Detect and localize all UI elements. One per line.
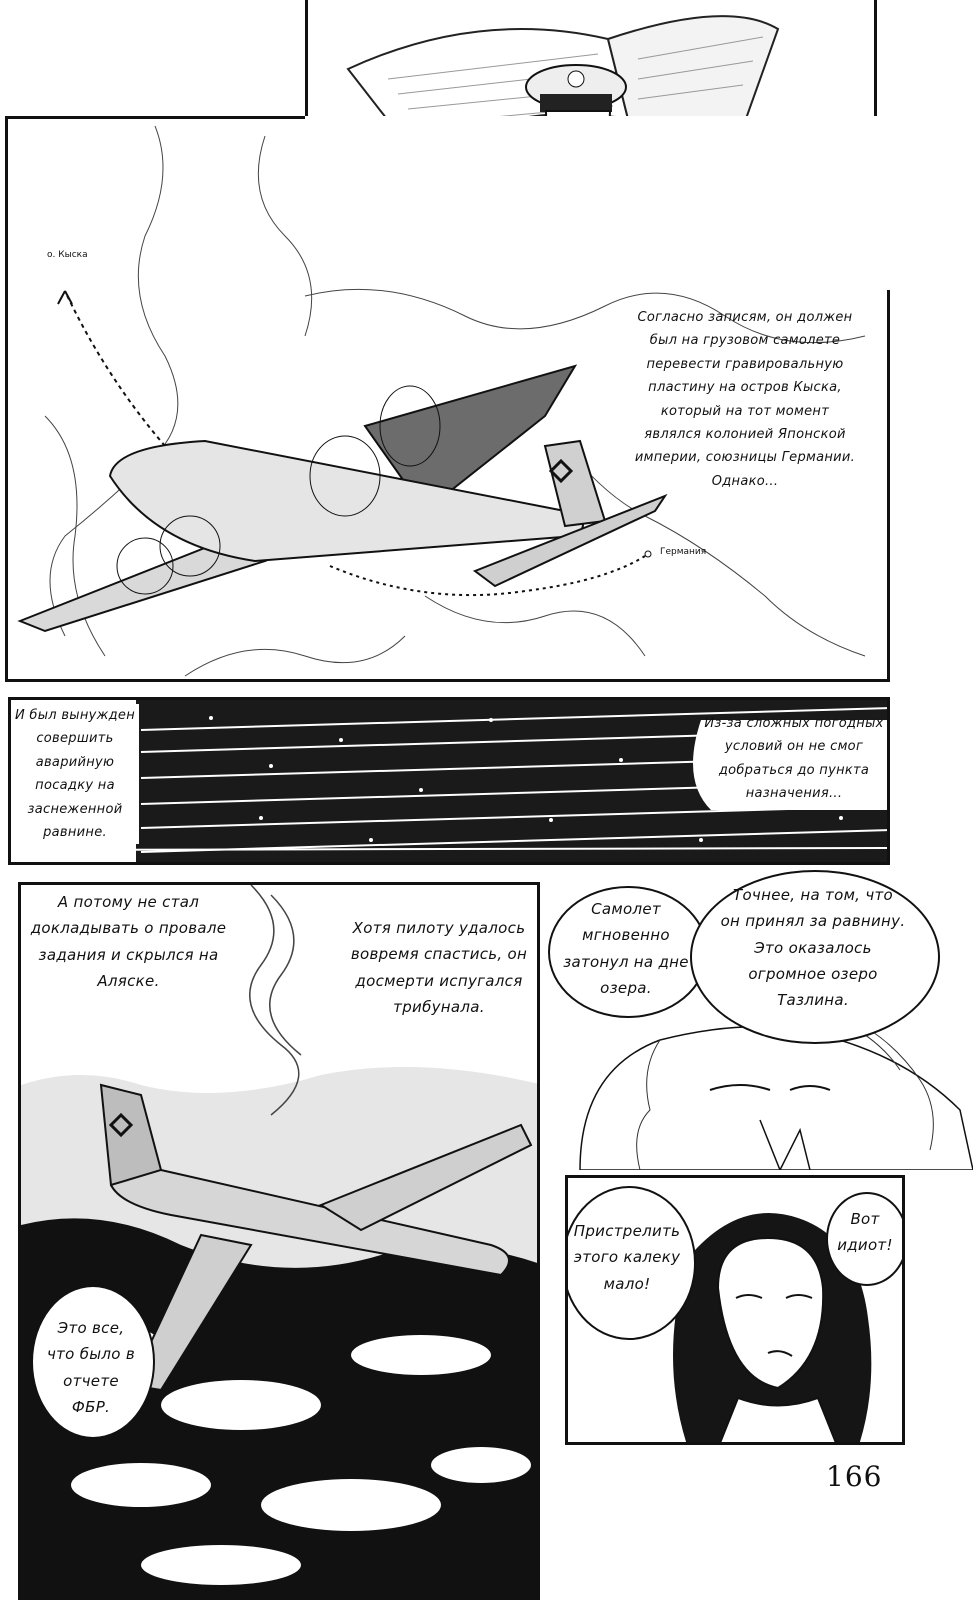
map-panel-frame xyxy=(887,290,890,682)
caption-line: задания и скрылся на xyxy=(38,945,219,964)
bubble-line: озера. xyxy=(600,978,652,997)
caption-line: посадку на xyxy=(35,778,115,794)
panel-map xyxy=(5,116,890,682)
caption-line: который на тот момент xyxy=(660,403,830,419)
caption-line: трибунала. xyxy=(393,997,485,1016)
bubble-line: мало! xyxy=(603,1274,651,1293)
bubble-line: Точнее, на том, что xyxy=(732,886,893,904)
bubble-line: ФБР. xyxy=(71,1397,111,1416)
wreck-caption-right xyxy=(339,915,539,1020)
bubble-line: этого калеку xyxy=(573,1248,681,1267)
caption-line: назначения... xyxy=(745,786,843,802)
caption-line: аварийную xyxy=(35,754,115,770)
thought-text-left xyxy=(548,896,704,1001)
storm-caption-left xyxy=(11,704,139,844)
panel-storm xyxy=(8,697,890,865)
storm-caption-right xyxy=(699,712,889,806)
caption-line: заснеженной xyxy=(27,801,123,817)
caption-line: досмерти испугался xyxy=(355,971,523,990)
bubble-line: огромное озеро xyxy=(748,964,878,983)
caption-line: пластину на остров Кыска, xyxy=(648,380,842,396)
caption-line: вовремя спастись, он xyxy=(350,945,528,964)
wreck-caption-left xyxy=(21,889,236,994)
bubble-text-fbi xyxy=(35,1315,147,1420)
bubble-line: Это все, xyxy=(57,1319,125,1337)
bubble-line: Пристрелить xyxy=(573,1222,681,1240)
caption-line: И был вынужден xyxy=(14,708,136,723)
bubble-line: затонул на дне xyxy=(563,952,689,971)
bubble-line: он принял за равнину. xyxy=(720,912,906,931)
panel-wreck xyxy=(18,882,540,1600)
caption-line: Однако... xyxy=(711,473,779,489)
bubble-line: Это оказалось xyxy=(754,938,872,957)
panel-woman xyxy=(540,870,973,1170)
caption-line: Аляске. xyxy=(97,971,160,990)
caption-line: докладывать о провале xyxy=(30,919,227,938)
bubble-text-idiot xyxy=(826,1206,904,1259)
caption-line: добраться до пункта xyxy=(718,762,870,778)
map-label-germany: Германия xyxy=(660,547,707,557)
bubble-line: мгновенно xyxy=(582,926,670,945)
caption-line: перевести гравировальную xyxy=(646,356,844,372)
map-panel-frame xyxy=(5,116,8,682)
map-label-kyska: о. Кыска xyxy=(47,250,88,260)
caption-line: являлся колонией Японской xyxy=(644,426,846,442)
bubble-text-shoot xyxy=(565,1218,690,1297)
caption-line: Из-за сложных погодных xyxy=(704,716,884,731)
thought-text-right xyxy=(693,882,933,1013)
map-caption xyxy=(605,306,885,493)
page-number: 166 xyxy=(826,1460,883,1493)
bubble-line: Вот xyxy=(850,1210,880,1228)
caption-line: условий он не смог xyxy=(724,739,864,755)
bubble-line: Самолет xyxy=(591,900,661,918)
caption-line: Хотя пилоту удалось xyxy=(352,919,526,937)
caption-line: А потому не стал xyxy=(57,893,200,911)
caption-line: Согласно записям, он должен xyxy=(637,310,853,325)
panel-man xyxy=(565,1175,905,1445)
caption-line: равнине. xyxy=(43,824,107,840)
map-panel-frame xyxy=(5,679,890,682)
caption-line: был на грузовом самолете xyxy=(649,333,841,349)
caption-line: совершить xyxy=(36,731,114,747)
bubble-line: Тазлина. xyxy=(777,991,849,1009)
bubble-line: отчете xyxy=(63,1371,119,1390)
bubble-line: что было в xyxy=(46,1345,135,1364)
caption-line: империи, союзницы Германии. xyxy=(634,450,856,466)
bubble-line: идиот! xyxy=(837,1236,893,1255)
map-panel-frame xyxy=(5,116,305,119)
